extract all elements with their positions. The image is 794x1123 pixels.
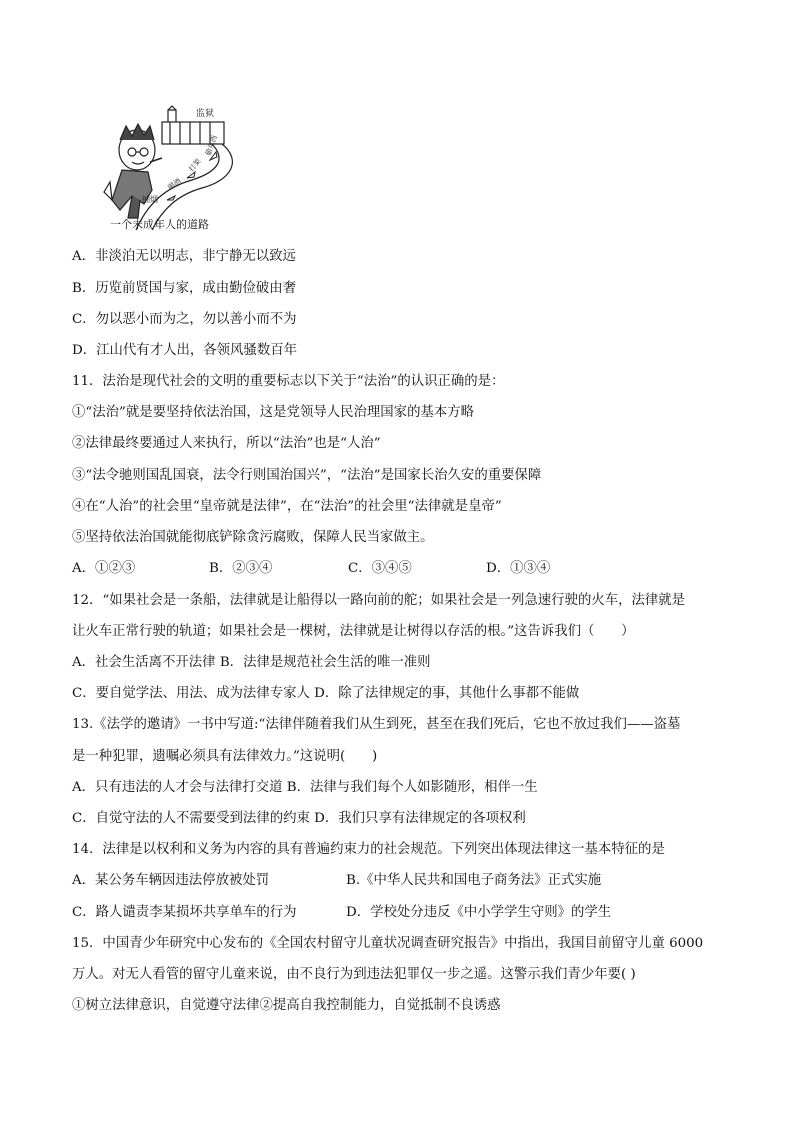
q15-stem-line-1: 15．中国青少年研究中心发布的《全国农村留守儿童状况调查研究报告》中指出，我国目前留守儿童 6000	[72, 936, 704, 951]
q13-options-line-1: A．只有违法的人才会与法律打交道 B．法律与我们每个人如影随形，相伴一生	[72, 780, 538, 795]
q10-option-d: D．江山代有才人出，各领风骚数百年	[72, 343, 297, 358]
q14-options-row-1	[72, 872, 772, 890]
q10-option-b: B．历览前贤国与家，成由勤俭破由奢	[72, 281, 297, 296]
q12-options-line-1: A．社会生活离不开法律 B．法律是规范社会生活的唯一准则	[72, 655, 431, 670]
q15-stem-line-2: 万人。对无人看管的留守儿童来说，由不良行为到违法犯罪仅一步之遥。这警示我们青少年要( )	[72, 967, 636, 982]
q14-stem: 14．法律是以权利和义务为内容的具有普遍约束力的社会规范。下列突出体现法律这一基本特征的是	[72, 842, 665, 857]
q11-option-a: A．①②③	[72, 561, 136, 576]
q10-option-a: A．非淡泊无以明志，非宁静无以致远	[72, 249, 296, 264]
q13-stem-line-2: 是一种犯罪，遗嘱必须具有法律效力。”这说明( )	[72, 749, 378, 764]
q11-stem: 11．法治是现代社会的文明的重要标志以下关于“法治”的认识正确的是：	[72, 374, 505, 389]
stealing-label: 偷东西	[204, 134, 220, 157]
q13-stem-line-1: 13.《法学的邀请》一书中写道:“法律伴随着我们从生到死，甚至在我们死后，它也不放过我们——盗墓	[72, 717, 681, 732]
q10-option-c: C．勿以恶小而为之，勿以善小而不为	[72, 312, 297, 327]
q12-stem-line-1: 12．“如果社会是一条船，法律就是让船得以一路向前的舵；如果社会是一列急速行驶的火车，法律就是	[72, 593, 686, 608]
figure-caption: 一个未成年人的道路	[110, 218, 209, 231]
q14-option-d: D．学校处分违反《中小学学生守则》的学生	[346, 905, 612, 920]
prison-label: 监狱	[196, 109, 215, 119]
q12-options-line-2: C．要自觉学法、用法、成为法律专家人 D．除了法律规定的事，其他什么事都不能做	[72, 686, 580, 701]
q15-items-line-1: ①树立法律意识，自觉遵守法律②提高自我控制能力，自觉抵制不良诱惑	[72, 998, 501, 1013]
q11-option-c: C．③④⑤	[348, 561, 412, 576]
q11-option-d: D．①③④	[486, 561, 551, 576]
drinking-label: 喝酒	[166, 177, 183, 192]
q12-stem-line-2: 让火车正常行驶的轨道；如果社会是一棵树，法律就是让树得以存活的根。”这告诉我们（ ）	[72, 624, 635, 639]
q11-item-1: ①“法治”就是要坚持依法治国，这是党领导人民治理国家的基本方略	[72, 405, 475, 420]
q11-item-4: ④在“人治”的社会里“皇帝就是法律”，在“法治”的社会里“法律就是皇帝”	[72, 499, 502, 514]
q11-option-b: B．②③④	[209, 561, 273, 576]
path-arrows	[167, 152, 217, 200]
smoking-label: 抽烟	[142, 195, 158, 204]
q11-item-3: ③“法令驰则国乱国衰，法令行则国治国兴”，“法治”是国家长治久安的重要保障	[72, 468, 542, 483]
fighting-label: 打架	[187, 157, 203, 174]
q11-options	[72, 560, 772, 578]
q11-item-2: ②法律最终要通过人来执行，所以“法治”也是“人治”	[72, 436, 381, 451]
q13-options-line-2: C．自觉守法的人不需要受到法律的约束 D．我们只享有法律规定的各项权利	[72, 811, 526, 826]
q11-item-5: ⑤坚持依法治国就能彻底铲除贪污腐败，保障人民当家做主。	[72, 530, 434, 545]
q14-option-b: B.《中华人民共和国电子商务法》正式实施	[346, 873, 602, 888]
q14-option-c: C．路人谴责李某损坏共享单车的行为	[72, 905, 297, 920]
q14-options-row-2	[72, 904, 772, 922]
q14-option-a: A．某公务车辆因违法停放被处罚	[72, 873, 270, 888]
